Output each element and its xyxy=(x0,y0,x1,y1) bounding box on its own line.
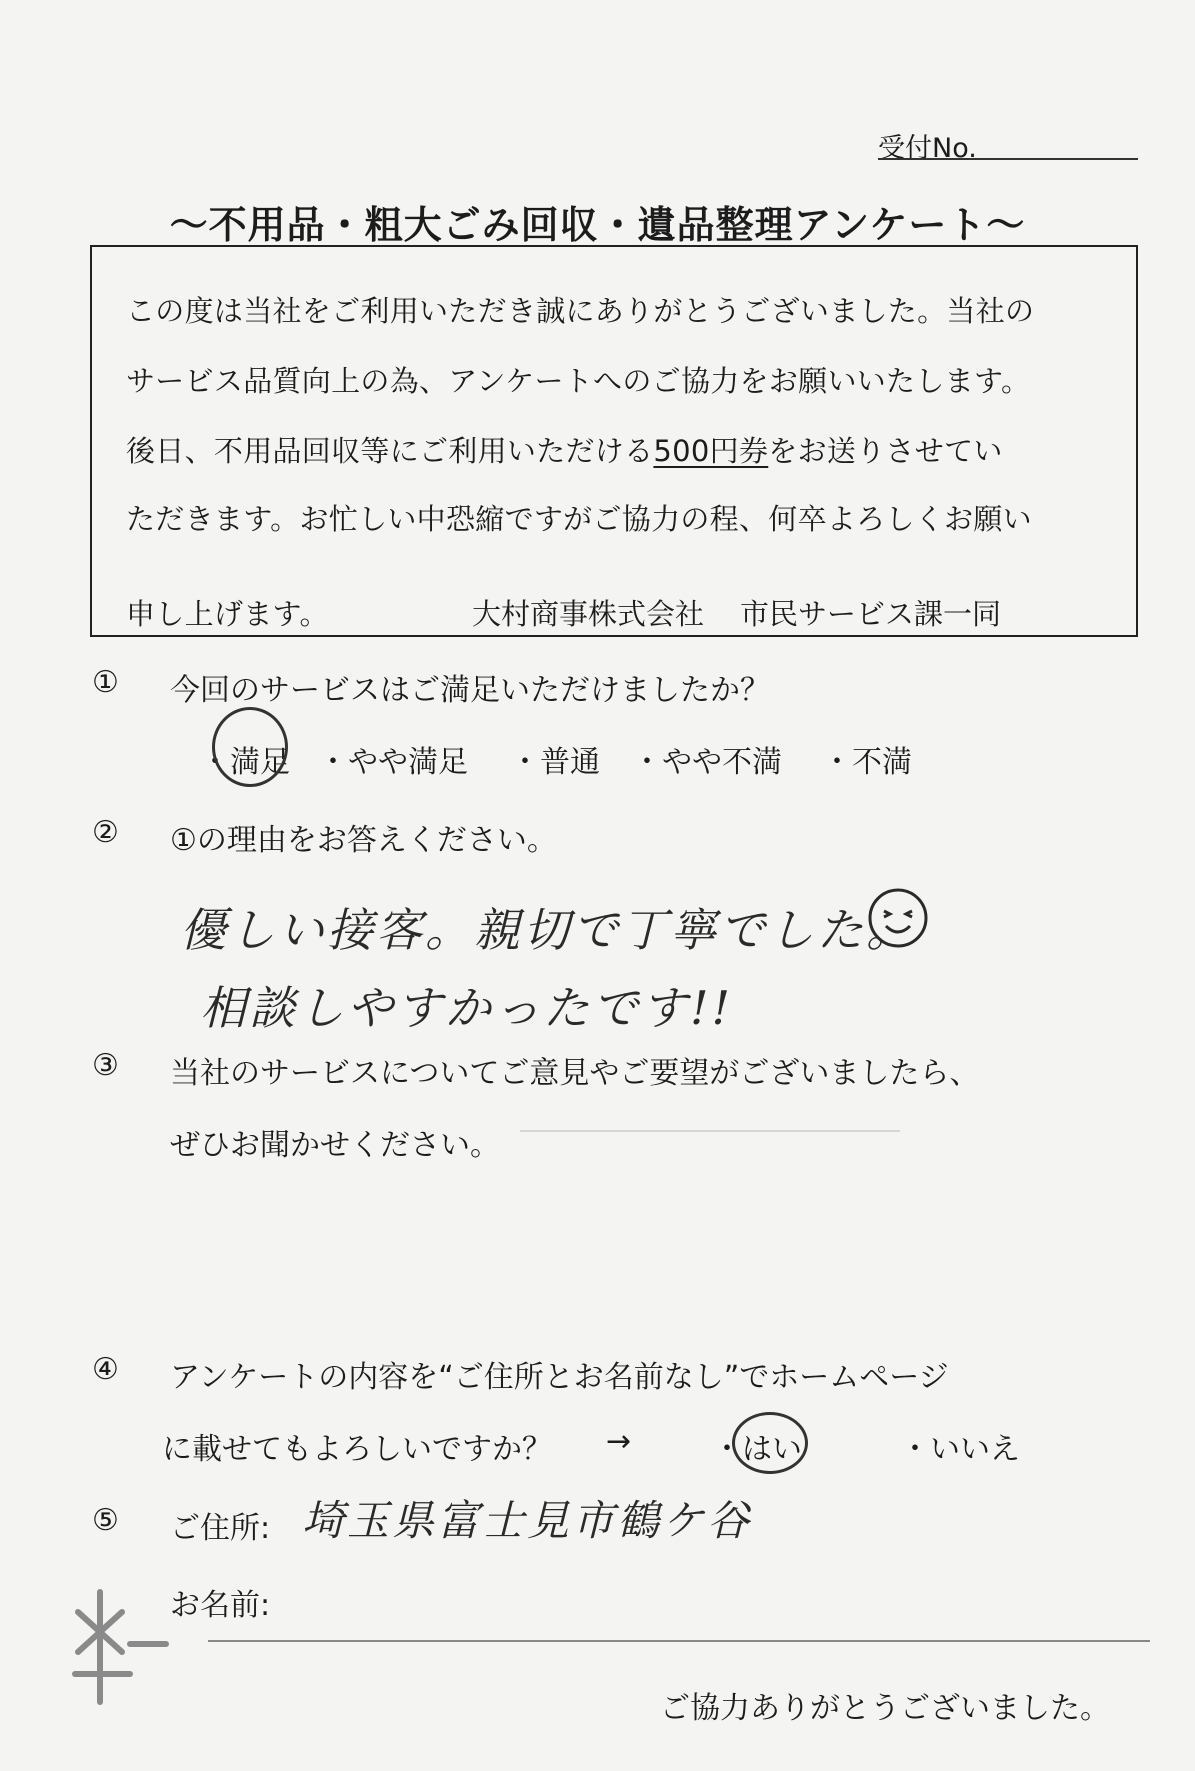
intro-line-2: サービス品質向上の為、アンケートへのご協力をお願いいたします。 xyxy=(126,364,1031,398)
q3-question-line-2: ぜひお聞かせください。 xyxy=(170,1128,500,1163)
name-field-line[interactable] xyxy=(208,1640,1150,1642)
q3-question-line-1: 当社のサービスについてご意見やご要望がございましたら、 xyxy=(170,1056,980,1091)
thanks-message: ご協力ありがとうございました。 xyxy=(660,1691,1110,1726)
intro-line-5: 申し上げます。 xyxy=(126,597,329,631)
q4-question-line-1: アンケートの内容を“ご住所とお名前なし”でホームページ xyxy=(170,1360,949,1395)
q2-answer-line-2: 相談しやすかったです!! xyxy=(200,981,733,1035)
intro-line-3-start: 後日、不用品回収等にご利用いただける xyxy=(126,434,654,468)
q1-option-dissatisfied[interactable]: ・不満 xyxy=(822,745,912,780)
q3-faint-mark xyxy=(520,1130,900,1132)
signature xyxy=(472,592,1001,633)
q1-option-satisfied[interactable]: ・満足 xyxy=(200,745,290,780)
intro-box xyxy=(90,245,1138,637)
survey-title: ～不用品・粗大ごみ回収・遺品整理アンケート～ xyxy=(169,203,1026,247)
q1-question: 今回のサービスはご満足いただけましたか？ xyxy=(170,673,770,708)
q4-arrow: → xyxy=(606,1424,632,1459)
q2-number: ② xyxy=(92,815,119,850)
q4-selected-circle xyxy=(732,1412,808,1474)
q2-answer-line-1: 優しい接客。親切で丁寧でした。 xyxy=(180,903,915,957)
q1-option-neutral[interactable]: ・普通 xyxy=(510,745,600,780)
q2-question: ①の理由をお答えください。 xyxy=(170,823,557,858)
q4-option-yes[interactable]: ・はい xyxy=(712,1432,802,1467)
receipt-number-label: 受付No. xyxy=(878,133,977,164)
q4-question-line-2: に載せてもよろしいですか？ xyxy=(162,1432,552,1467)
q5-number: ⑤ xyxy=(92,1503,119,1538)
q1-selected-circle xyxy=(212,707,288,787)
receipt-number-line xyxy=(878,158,1138,160)
q4-option-no[interactable]: ・いいえ xyxy=(900,1432,1020,1467)
intro-line-3-end: をお送りさせてい xyxy=(768,434,1003,468)
smiley-icon xyxy=(866,886,930,950)
company-name: 大村商事株式会社 xyxy=(472,597,705,631)
department-name: 市民サービス課一同 xyxy=(740,597,1002,631)
intro-line-1: この度は当社をご利用いただき誠にありがとうございました。当社の xyxy=(126,294,1035,328)
q1-option-somewhat-satisfied[interactable]: ・やや満足 xyxy=(318,745,468,780)
q1-option-somewhat-dissatisfied[interactable]: ・やや不満 xyxy=(632,745,782,780)
name-label: お名前: xyxy=(170,1588,271,1623)
intro-line-4: ただきます。お忙しい中恐縮ですがご協力の程、何卒よろしくお願い xyxy=(126,502,1032,536)
q3-number: ③ xyxy=(92,1048,119,1083)
q4-number: ④ xyxy=(92,1352,119,1387)
address-label: ご住所: xyxy=(170,1511,271,1546)
address-value[interactable]: 埼玉県富士見市鶴ケ谷 xyxy=(302,1496,753,1545)
flower-doodle-icon xyxy=(70,1582,170,1712)
intro-line-3 xyxy=(126,429,1003,470)
voucher-amount: 500円券 xyxy=(653,434,769,468)
q1-number: ① xyxy=(92,665,119,700)
